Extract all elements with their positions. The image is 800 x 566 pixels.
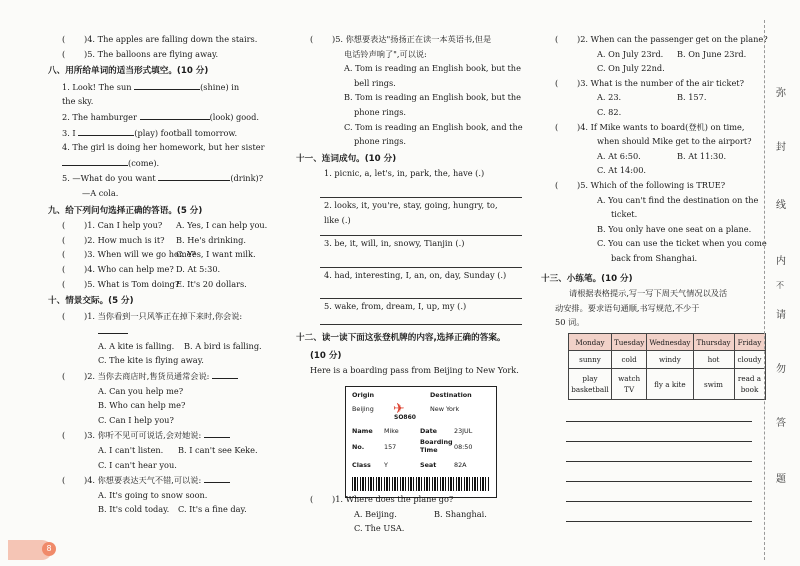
match-row-3: ( )3. When will we go home?C. Yes, I want milk. (62, 249, 256, 260)
fill-q4-cont: (come). (48, 155, 270, 171)
pass-q2: ( )2. When can the passenger get on the plane? (555, 34, 768, 44)
situation-q2: ( )2. 当你去商店时,售货员通常会说: (48, 368, 270, 384)
seat-label: Seat (420, 461, 437, 469)
weather-cell: hot (693, 351, 734, 369)
section-9-title: 九、给下列问句选择正确的答语。(5 分) (48, 205, 203, 216)
situation-q5-b2: phone rings. (354, 106, 407, 117)
writing-line[interactable] (566, 422, 752, 442)
weather-cell: cloudy (734, 351, 765, 369)
blank-5[interactable] (158, 170, 230, 181)
column-middle-bottom (310, 492, 522, 536)
header-friday: Friday (734, 334, 765, 351)
situation-q4: ( )4. 你想要表达天气不错,可以说: (48, 472, 270, 488)
section-10-title: 十、情景交际。(5 分) (48, 296, 134, 307)
number-label: No. (352, 443, 365, 451)
table-row-weather (569, 351, 766, 369)
weather-table (568, 333, 766, 400)
situation-q5-a2: bell rings. (354, 77, 396, 88)
pass-q3-ab: A. 23. B. 157. (597, 92, 707, 103)
pass-q5-b: B. You only have one seat on a plane. (597, 223, 752, 234)
pass-q1-c: C. The USA. (354, 523, 405, 534)
column-right (541, 32, 768, 330)
answer-line-2[interactable] (320, 227, 522, 236)
table-row-activity (569, 369, 766, 400)
item-5: ( )5. The balloons are flying away. (62, 48, 219, 59)
situation-q2-b: B. Who can help me? (98, 400, 186, 411)
date-value: 23JUL (454, 427, 473, 435)
writing-line[interactable] (566, 502, 752, 522)
blank-1[interactable] (134, 79, 200, 90)
boarding-time-value: 08:50 (454, 443, 473, 451)
situation-q3-c: C. I can't hear you. (98, 459, 177, 470)
situation-q3-ab: A. I can't listen. B. I can't see Keke. (98, 445, 258, 456)
pass-q5-c1: C. You can use the ticket when you come (597, 238, 767, 249)
sentence-q4: 4. had, interesting, I, an, on, day, Sunday (.) (324, 269, 507, 280)
fill-q3: 3. I (play) football tomorrow. (48, 125, 270, 141)
answer-blank[interactable] (98, 323, 128, 334)
boarding-intro: Here is a boarding pass from Beijing to New York. (310, 365, 519, 376)
date-label: Date (420, 427, 438, 435)
blank-2[interactable] (140, 109, 210, 120)
situation-q5-b1: B. Tom is reading an English book, but the (344, 92, 522, 103)
match-row-2: ( )2. How much is it? B. He's drinking. (62, 234, 247, 245)
section-12-score: (10 分) (310, 350, 342, 361)
fill-q4: 4. The girl is doing her homework, but her sister (62, 142, 265, 153)
pass-q1: ( )1. Where does the plane go? (310, 494, 454, 504)
situation-q5: ( )5. 你想要表达"扬扬正在读一本英语书,但是 (310, 34, 492, 44)
pass-q4-ab: A. At 6:50. B. At 11:30. (597, 150, 727, 161)
seal-char: 不 (776, 281, 784, 290)
writing-area[interactable] (566, 402, 752, 522)
name-value: Mike (384, 427, 399, 435)
seal-char: 题 (776, 474, 786, 485)
seal-char: 勿 (776, 364, 786, 375)
situation-q5-c1: C. Tom is reading an English book, and the (344, 121, 523, 132)
answer-line-5[interactable] (320, 314, 522, 325)
seal-char: 线 (776, 200, 786, 211)
pass-q5-c2: back from Shanghai. (611, 252, 698, 263)
match-row-1: ( )1. Can I help you? A. Yes, I can help you. (62, 220, 268, 231)
activity-cell: fly a kite (647, 369, 693, 400)
number-value: 157 (384, 443, 397, 451)
situation-q5-cont: 电话铃声响了",可以说: (344, 48, 427, 59)
situation-q2-a: A. Can you help me? (98, 385, 184, 396)
writing-line[interactable] (566, 482, 752, 502)
answer-blank[interactable] (204, 427, 230, 438)
fill-q1-cont: the sky. (62, 96, 94, 107)
situation-q1-blank (48, 323, 270, 339)
situation-q4-a: A. It's going to snow soon. (98, 489, 208, 500)
answer-blank[interactable] (204, 472, 230, 483)
writing-prompt-2: 动安排。要求语句通顺,书写规范,不少于 (555, 302, 700, 313)
seal-char: 弥 (776, 88, 786, 99)
sentence-q2: 2. looks, it, you're, stay, going, hungry, to, (324, 199, 498, 210)
boarding-pass (345, 386, 497, 498)
column-middle (296, 32, 523, 378)
pass-q5: ( )5. Which of the following is TRUE? (555, 179, 726, 190)
blank-4[interactable] (62, 155, 128, 166)
activity-cell: swim (693, 369, 734, 400)
activity-cell: watch TV (612, 369, 647, 400)
writing-line[interactable] (566, 462, 752, 482)
fill-q1: 1. Look! The sun (shine) in (48, 79, 270, 95)
seal-char: 封 (776, 142, 786, 153)
flight-number: SO860 (394, 414, 416, 421)
weather-cell: cold (612, 351, 647, 369)
boarding-label: Boarding (420, 438, 453, 446)
seat-value: 82A (454, 461, 467, 469)
blank-3[interactable] (78, 125, 134, 136)
sentence-q2-cont: like (.) (324, 214, 351, 225)
barcode-icon (352, 477, 490, 491)
situation-q5-c2: phone rings. (354, 136, 407, 147)
item-4: ( )4. The apples are falling down the stairs. (62, 34, 258, 44)
situation-q1-c: C. The kite is flying away. (98, 355, 204, 366)
section-11-title: 十一、连词成句。(10 分) (296, 153, 397, 164)
answer-line-3[interactable] (320, 251, 522, 268)
writing-prompt-1: 请根据表格提示,写一写下周天气情况以及活 (569, 288, 728, 299)
class-value: Y (384, 461, 388, 469)
sentence-q3: 3. be, it, will, in, snowy, Tianjin (.) (324, 238, 465, 249)
fill-q2: 2. The hamburger (look) good. (48, 109, 270, 125)
situation-q1: ( )1. 当你看到一只风筝正在掉下来时,你会说: (62, 310, 243, 321)
pass-q3: ( )3. What is the number of the air ticket? (555, 77, 744, 88)
pass-q2-c: C. On July 22nd. (597, 63, 665, 74)
weather-cell: windy (647, 351, 693, 369)
weather-cell: sunny (569, 351, 612, 369)
pass-q2-ab: A. On July 23rd. B. On June 23rd. (597, 48, 747, 59)
situation-q5-a1: A. Tom is reading an English book, but the (344, 63, 521, 74)
section-12-title: 十二、读一读下面这张登机牌的内容,选择正确的答案。 (296, 332, 506, 343)
destination-label: Destination (430, 391, 472, 399)
activity-cell: play basketball (569, 369, 612, 400)
answer-line-1[interactable] (320, 181, 522, 198)
activity-cell: read a book (734, 369, 765, 400)
pass-q4-c: C. At 14:00. (597, 165, 647, 176)
sentence-q1: 1. picnic, a, let's, in, park, the, have (.) (324, 168, 485, 179)
section-8-title: 八、用所给单词的适当形式填空。(10 分) (48, 66, 209, 77)
match-row-5: ( )5. What is Tom doing?E. It's 20 dollars. (62, 278, 247, 289)
pass-q3-c: C. 82. (597, 106, 622, 117)
writing-line[interactable] (566, 402, 752, 422)
pass-q1-ab: A. Beijing. B. Shanghai. (354, 508, 487, 519)
pass-q4: ( )4. If Mike wants to board(登机) on time, (555, 121, 745, 132)
seal-char: 内 (776, 256, 786, 267)
answer-line-4[interactable] (320, 282, 522, 299)
situation-q4-bc: B. It's cold today. C. It's a fine day. (98, 504, 247, 515)
destination-value: New York (430, 405, 460, 413)
column-left (48, 32, 270, 517)
header-thursday: Thursday (693, 334, 734, 351)
boarding-time-label: Time (420, 446, 438, 454)
seal-char: 答 (776, 418, 786, 429)
pass-q5-a1: A. You can't find the destination on the (597, 194, 759, 205)
situation-q1-ab: A. A kite is falling. B. A bird is falling. (98, 340, 262, 351)
page-number: 8 (42, 542, 56, 556)
fill-q5-answer: —A cola. (82, 187, 119, 198)
situation-q3: ( )3. 你听不见可可说话,会对她说: (48, 427, 270, 443)
origin-value: Beijing (352, 405, 374, 413)
pass-q4-cont: when should Mike get to the airport? (597, 136, 752, 147)
page-number-tab (8, 540, 52, 560)
table-header-row (569, 334, 766, 351)
writing-line[interactable] (566, 442, 752, 462)
answer-blank[interactable] (212, 368, 238, 379)
sentence-q5: 5. wake, from, dream, I, up, my (.) (324, 301, 467, 312)
match-row-4: ( )4. Who can help me? D. At 5:30. (62, 263, 221, 274)
seal-strip (764, 0, 800, 566)
pass-q5-a2: ticket. (611, 209, 638, 220)
situation-q2-c: C. Can I help you? (98, 414, 174, 425)
section-13-title: 十三、小练笔。(10 分) (541, 273, 633, 284)
origin-label: Origin (352, 391, 375, 399)
fill-q5: 5. —What do you want (drink)? (48, 170, 270, 186)
header-tuesday: Tuesday (612, 334, 647, 351)
header-monday: Monday (569, 334, 612, 351)
header-wednesday: Wednesday (647, 334, 693, 351)
airplane-icon: ✈ (393, 401, 405, 417)
class-label: Class (352, 461, 371, 469)
seal-char: 请 (776, 310, 786, 321)
writing-prompt-3: 50 词。 (555, 317, 585, 328)
name-label: Name (352, 427, 373, 435)
